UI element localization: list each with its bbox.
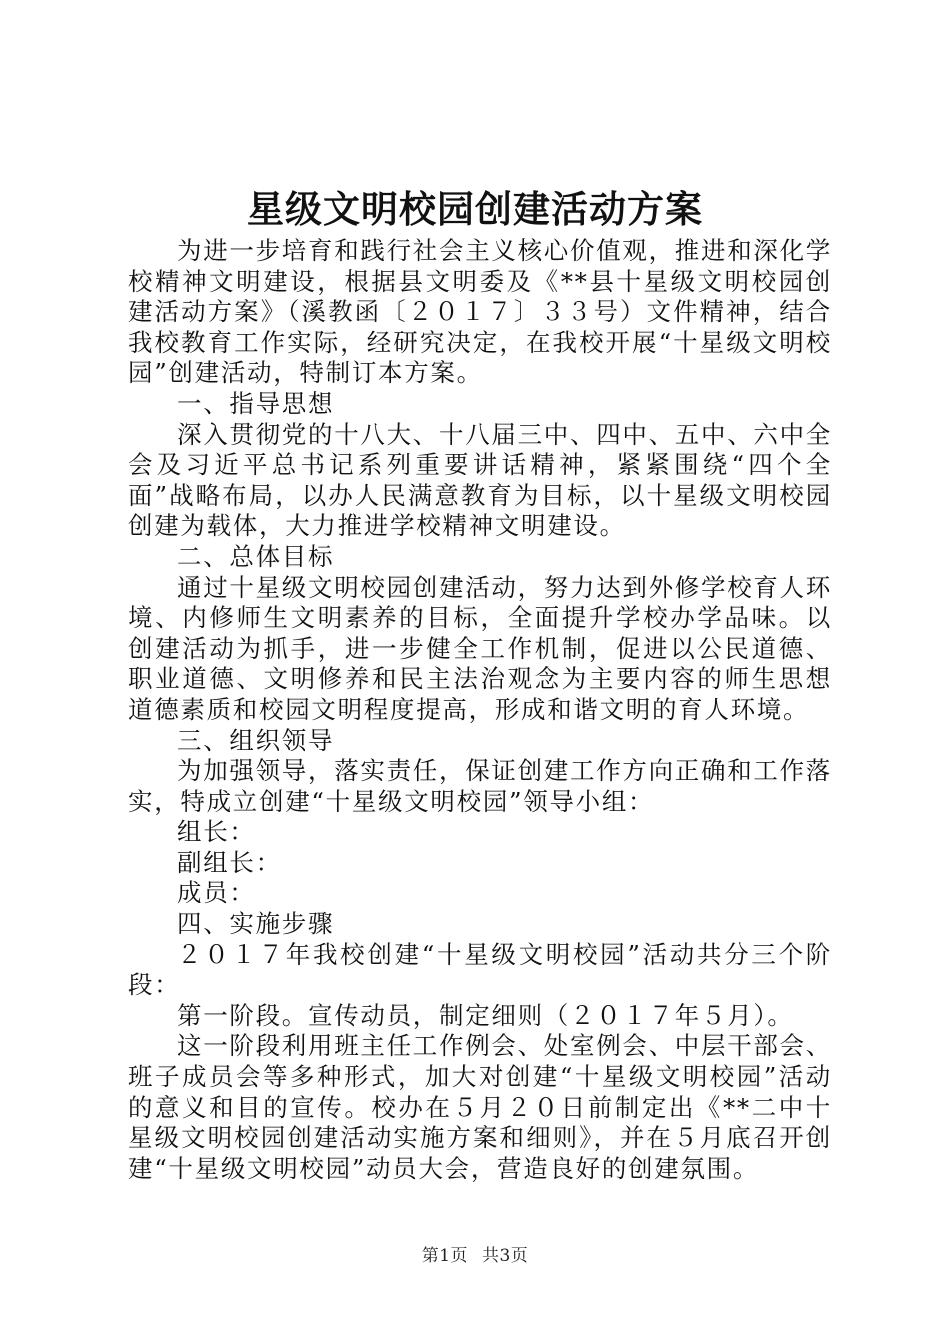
total-pages-label: 共3页 — [481, 1246, 529, 1266]
paragraph-organization: 为加强领导，落实责任，保证创建工作方向正确和工作落实，特成立创建“十星级文明校园”领导小组： — [128, 756, 832, 816]
line-members: 成员： — [177, 878, 256, 908]
paragraph-phase-one-title: 第一阶段。宣传动员，制定细则（２０１７年５月）。 — [177, 1000, 794, 1030]
current-page-label: 第1页 — [421, 1246, 469, 1266]
line-group-leader: 组长： — [177, 817, 256, 847]
page-title: 星级文明校园创建活动方案 — [247, 187, 703, 231]
line-deputy-leader: 副组长： — [177, 847, 282, 877]
paragraph-intro: 为进一步培育和践行社会主义核心价值观，推进和深化学校精神文明建设，根据县文明委及《**县十星级文明校园创建活动方案》（溪教函〔２０１７〕３３号）文件精神，结合我校教育工作实际，经研究决定，在我校开展“十星级文明校园”创建活动，特制订本方案。 — [128, 236, 832, 388]
document-body — [128, 236, 832, 1184]
page-footer — [0, 1244, 950, 1268]
paragraph-phase-one-detail: 这一阶段利用班主任工作例会、处室例会、中层干部会、班子成员会等多种形式，加大对创建“十星级文明校园”活动的意义和目的宣传。校办在５月２０日前制定出《**二中十星级文明校园创建活动实施方案和细则》，并在５月底召开创建“十星级文明校园”动员大会，营造良好的创建氛围。 — [128, 1031, 832, 1183]
paragraph-guiding-ideology: 深入贯彻党的十八大、十八届三中、四中、五中、六中全会及习近平总书记系列重要讲话精神，紧紧围绕“四个全面”战略布局，以办人民满意教育为目标，以十星级文明校园创建为载体，大力推进学校精神文明建设。 — [128, 419, 832, 541]
paragraph-overall-goal: 通过十星级文明校园创建活动，努力达到外修学校育人环境、内修师生文明素养的目标，全面提升学校办学品味。以创建活动为抓手，进一步健全工作机制，促进以公民道德、职业道德、文明修养和民主法治观念为主要内容的师生思想道德素质和校园文明程度提高，形成和谐文明的育人环境。 — [128, 572, 832, 724]
section-heading-organization: 三、组织领导 — [177, 725, 335, 755]
section-heading-guiding-ideology: 一、指导思想 — [177, 388, 335, 418]
section-heading-overall-goal: 二、总体目标 — [177, 541, 335, 571]
section-heading-implementation: 四、实施步骤 — [177, 909, 335, 939]
paragraph-implementation-overview: ２０１７年我校创建“十星级文明校园”活动共分三个阶段： — [128, 939, 832, 1000]
